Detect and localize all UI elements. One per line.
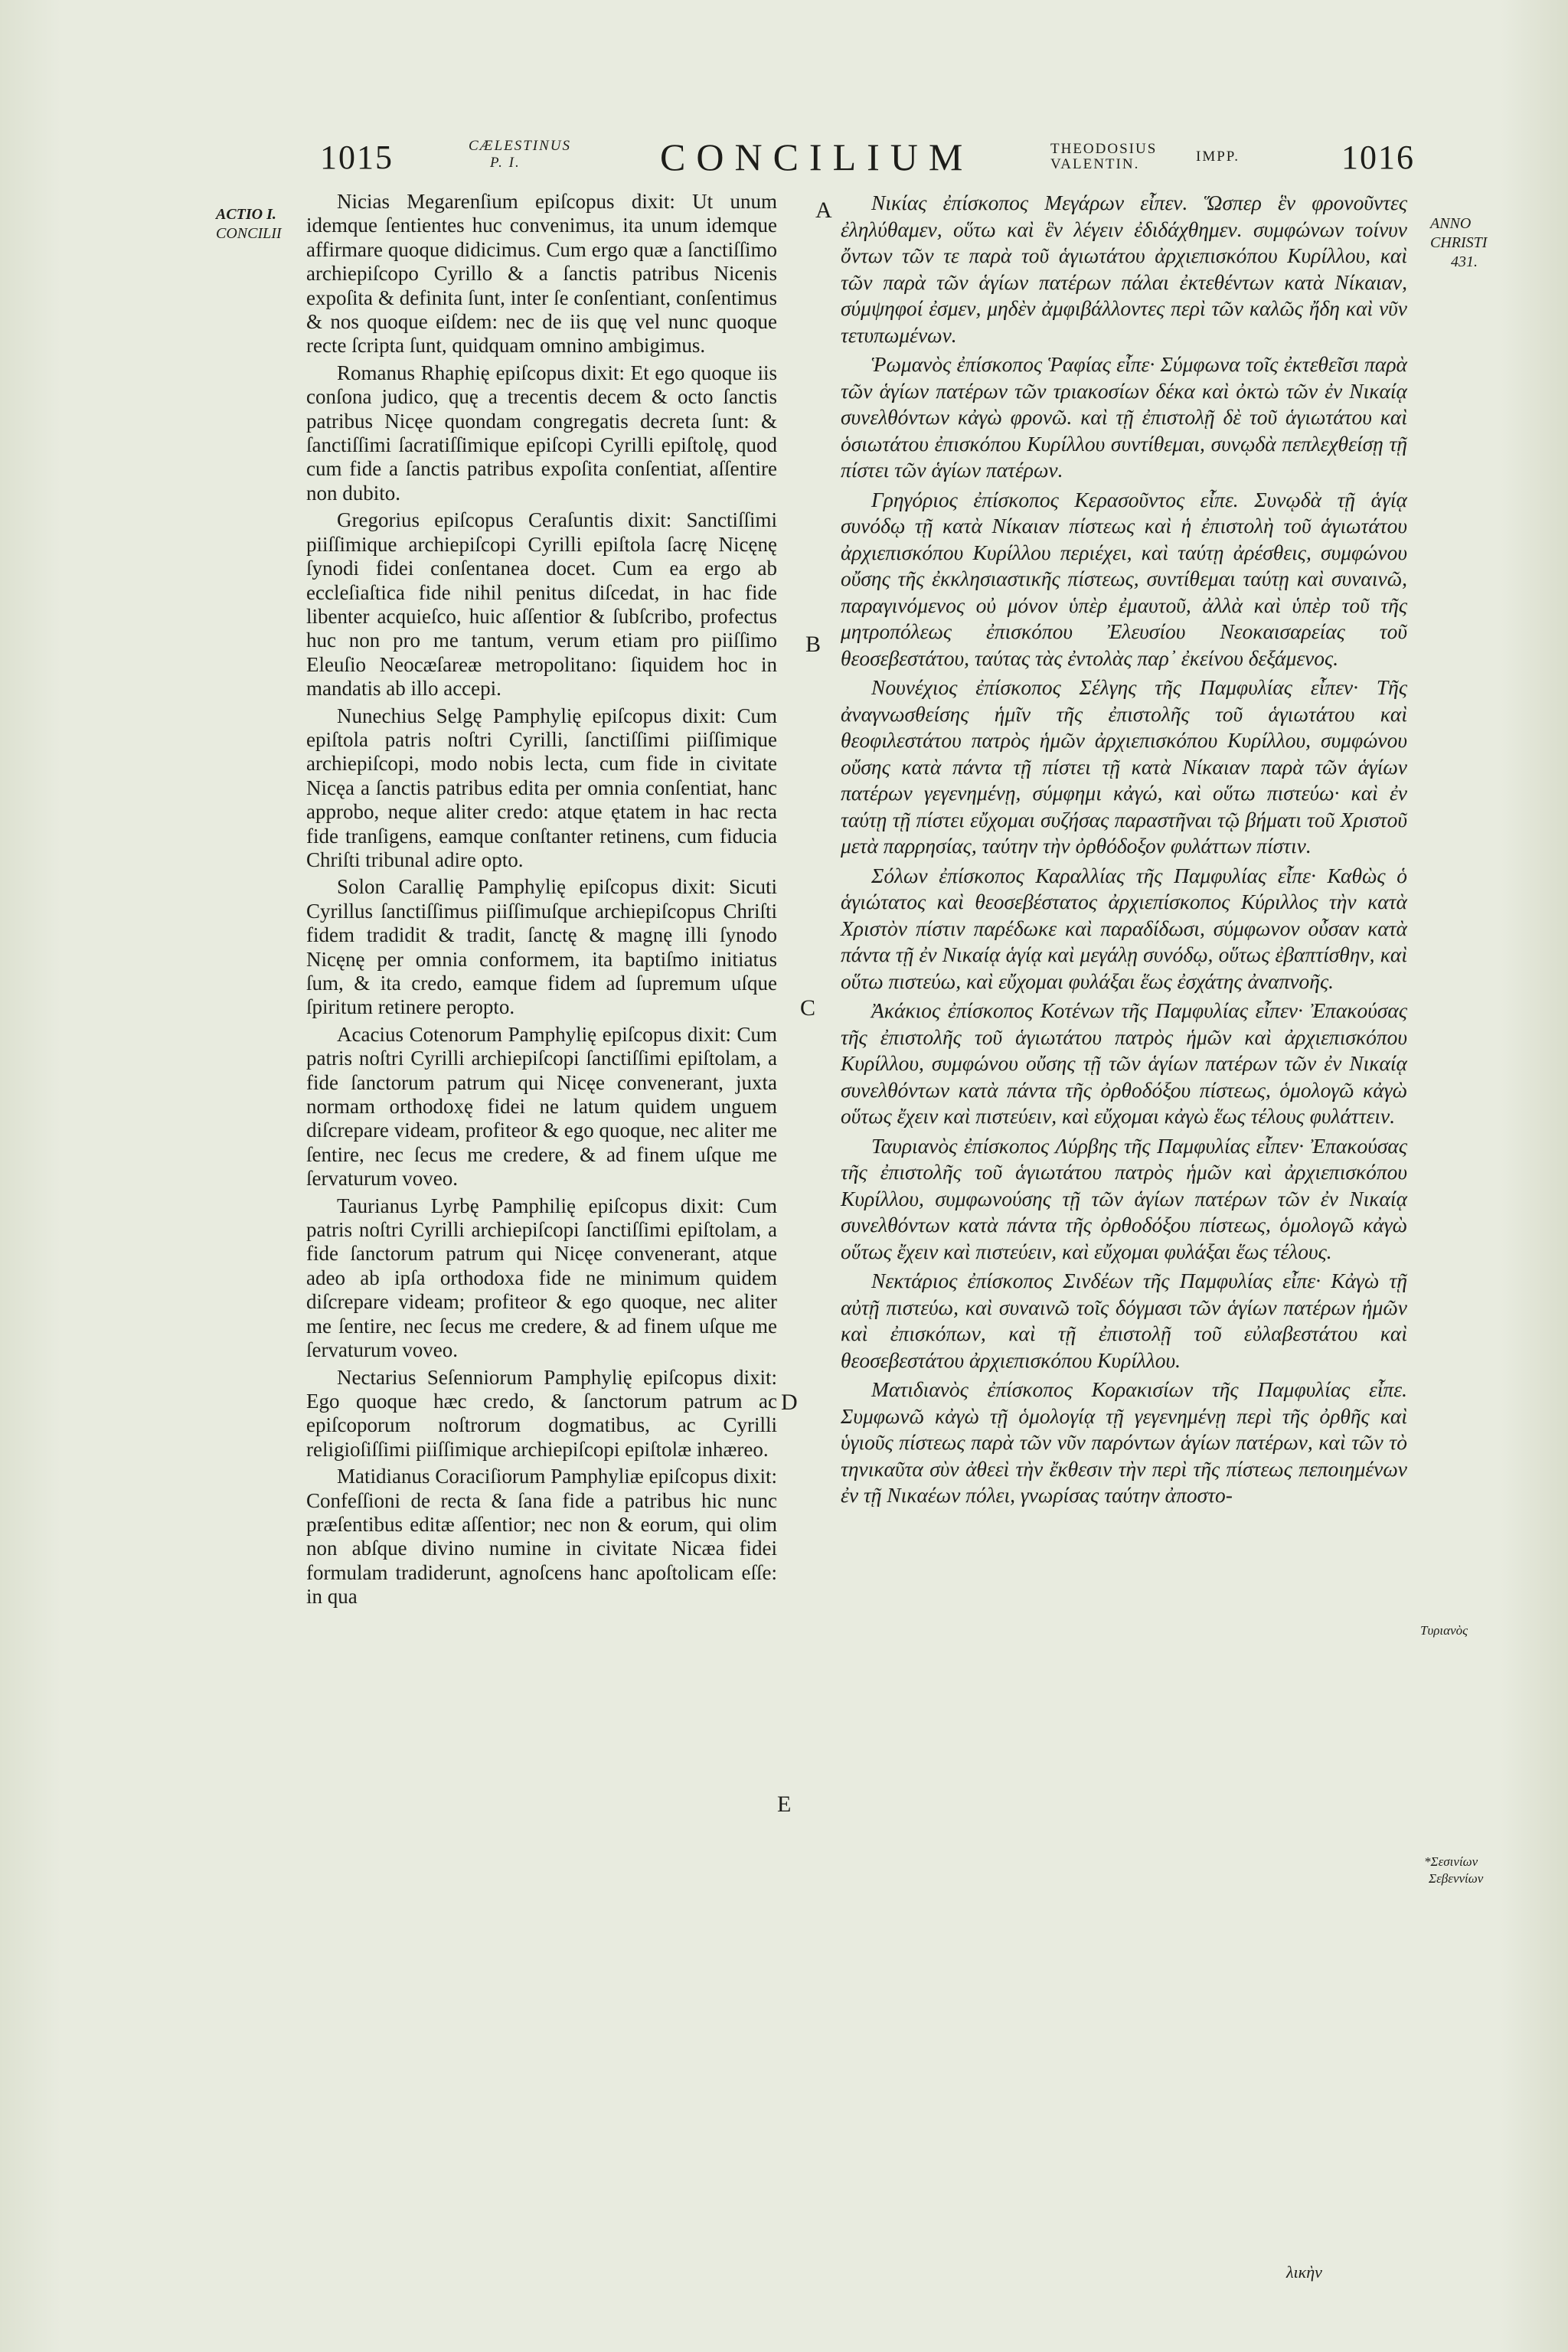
emperor-name-1: THEODOSIUS xyxy=(1050,141,1158,157)
latin-paragraph: Solon Carallię Pamphylię epiſcopus dixit: Sicuti Cyrillus ſanctiſſimus piiſſimuſque archiepiſcopus Chriſti fidem tradidit & tradit, ſanctę & magnę illi ſynodo Nicęnę per omnia conformem, ita baptiſmo initiatus ſum, & ita credo, eamque fidem ad ſupremum uſque ſpiritum retinere peropto. xyxy=(306,875,777,1019)
variant-note-2: *Σεσινίων xyxy=(1424,1854,1478,1869)
greek-paragraph: Νεκτάριος ἐπίσκοπος Σινδέων τῆς Παμφυλίας εἶπε· Κἀγὼ τῇ αὐτῇ πιστεύω, καὶ συναινῶ τοῖς δόγμασι τῶν ἁγίων πατέρων ἡμῶν καὶ ἐπισκόπων, καὶ τῇ ἐπιστολῇ τοῦ εὐλαβεστάτου καὶ θεοσεβεστάτου ἀρχιεπισκόπου Κυρίλλου. xyxy=(841,1269,1407,1372)
latin-column xyxy=(306,190,777,1612)
greek-paragraph: Ταυριανὸς ἐπίσκοπος Λύρβης τῆς Παμφυλίας εἶπεν· Ἐπακούσας τῆς ἐπιστολῆς τοῦ ἁγιωτάτου πατρὸς ἡμῶν καὶ ἀρχιεπισκόπου Κυρίλλου, συμφωνούσης τῇ τῶν ἁγίων πατέρων τῶν ἐν Νικαίᾳ συνελθόντων κατὰ πάντα τῆς ὀρθοδόξου πίστεως, ὁμολογῶ κἀγὼ οὕτως ἔχειν καὶ πιστεύειν, καὶ εὔχομαι φυλάξαι ἕως τέλους. xyxy=(841,1133,1407,1263)
margin-anno: ANNO xyxy=(1430,215,1472,232)
latin-paragraph: Romanus Rhaphię epiſcopus dixit: Et ego quoque iis conſona judico, quę a trecentis decem & octo ſanctis patribus Nicęe quondam congregatis decreta ſunt: & ſanctiſſimi ſacratiſſimique epiſcopi Cyrilli epiſtolę, quod cum fide a ſanctis patribus expoſita conſentiat, aſſentire non dubito. xyxy=(306,361,777,505)
section-letter-c: C xyxy=(800,995,816,1021)
imperatores-label: IMPP. xyxy=(1196,149,1240,165)
margin-christi: CHRISTI xyxy=(1430,234,1488,251)
greek-paragraph: Νουνέχιος ἐπίσκοπος Σέλγης τῆς Παμφυλίας εἶπεν· Τῆς ἀναγνωσθείσης ἡμῖν τῆς ἐπιστολῆς τοῦ ἁγιωτάτου καὶ θεοφιλεστάτου πατρὸς ἡμῶν ἀρχιεπισκόπου Κυρίλλου, συμφώνου οὔσης κατὰ πάντα τῇ πίστει τῇ κατὰ Νίκαιαν παρὰ τῶν ἁγίων πατέρων γεγενημένῃ, σύμφημι κἀγώ, καὶ οὕτω πιστεύω· καὶ ἐν ταύτῃ τῇ πίστει εὔχομαι συζήσας παραστῆναι τῷ βήματι τοῦ Χριστοῦ μετὰ παρρησίας, ταύτην τὴν ὀρθόδοξον φυλάττων πίστιν. xyxy=(841,675,1407,858)
greek-paragraph: Νικίας ἐπίσκοπος Μεγάρων εἶπεν. Ὥσπερ ἓν φρονοῦντες ἐληλύθαμεν, οὕτω καὶ ἓν λέγειν ἐδιδάχθημεν. συμφώνων τοίνυν ὄντων τῶν τε παρὰ τοῦ ἁγιωτάτου ἀρχιεπισκόπου Κυρίλλου, καὶ τῶν παρὰ τῶν ἁγίων πατέρων πάλαι ἐκτεθέντων κατὰ Νίκαιαν, σύμψηφοί ἐσμεν, μηδὲν ἀμφιβάλλοντες περὶ τῶν καλῶς ἤδη καὶ νῦν τετυπωμένων. xyxy=(841,191,1407,347)
latin-paragraph: Nunechius Selgę Pamphylię epiſcopus dixit: Cum epiſtola patris noſtri Cyrilli, ſanctiſſimi piiſſimique archiepiſcopi, modo nobis lecta, cum fide in civitate Nicęa a ſanctis patribus edita per omnia conſentiat, hanc approbo, neque aliter credo: atque ętatem in hac recta fide tranſigens, eamque conſtanter retinens, cum fiducia Chriſti tribunal adire opto. xyxy=(306,704,777,871)
greek-paragraph: Σόλων ἐπίσκοπος Καραλλίας τῆς Παμφυλίας εἶπε· Καθὼς ὁ ἁγιώτατος καὶ θεοσεβέστατος ἀρχιεπίσκοπος Κύριλλος τὴν κατὰ Χριστὸν πίστιν παρέδωκε καὶ παραδίδωσι, σύμφωνον οὖσαν κατὰ πάντα τῇ ἐν Νικαίᾳ ἁγίᾳ καὶ μεγάλῃ συνόδῳ, οὕτως ἐβαπτίσθην, καὶ οὕτω πιστεύω, καὶ εὔχομαι φυλάξαι ἕως ἐσχάτης ἀναπνοῆς. xyxy=(841,863,1407,993)
latin-paragraph: Nicias Megarenſium epiſcopus dixit: Ut unum idemque ſentientes huc convenimus, ita unum idemque affirmare quoque didicimus. Cum ergo quæ a ſanctiſſimo archiepiſcopo Cyrillo & a ſanctis patribus Nicenis expoſita & definita ſunt, inter ſe conſentiant, conſentimus & nos quoque eiſdem: nec de iis quę vel nunc quoque recte ſcripta ſunt, quidquam omnino ambigimus. xyxy=(306,190,777,358)
section-letter-d: D xyxy=(781,1390,798,1415)
latin-paragraph: Acacius Cotenorum Pamphylię epiſcopus dixit: Cum patris noſtri Cyrilli archiepiſcopi ſanctiſſimi epiſtolam, a fide ſanctorum patrum qui Nicęe convenerant, juxta normam orthodoxę fidei ne latum quidem unguem diſcrepare videam, profiteor & ego quoque, nec aliter me ſentire, nec ſecus me credere, & ad finem uſque me ſervaturum voveo. xyxy=(306,1022,777,1191)
section-letter-b: B xyxy=(805,632,822,657)
page-title: CONCILIUM xyxy=(660,136,974,178)
margin-actio: ACTIO I. xyxy=(216,206,276,223)
catchword: λικὴν xyxy=(1286,2262,1322,2282)
running-header xyxy=(0,138,1568,191)
emperor-name-2: VALENTIN. xyxy=(1050,156,1140,172)
variant-note-1: Τυριανὸς xyxy=(1420,1623,1468,1638)
pope-number: P. I. xyxy=(490,155,521,171)
greek-paragraph: Γρηγόριος ἐπίσκοπος Κερασοῦντος εἶπε. Συνῳδὰ τῇ ἁγίᾳ συνόδῳ τῇ κατὰ Νίκαιαν πίστεως καὶ ἡ ἐπιστολὴ τοῦ ἁγιωτάτου ἀρχιεπισκόπου Κυρίλλου περιέχει, καὶ ταύτῃ ἀρέσθεις, συμφώνου οὔσης τῆς ἐκκλησιαστικῆς πίστεως, συντίθεμαι ταύτῃ καὶ συναινῶ, παραγινόμενος οὐ μόνον ὑπὲρ ἐμαυτοῦ, ἀλλὰ καὶ ὑπὲρ τοῦ τῆς μητροπόλεως ἐπισκόπου Ἐλευσίου Νεοκαισαρείας τοῦ θεοσεβεστάτου, ταύτας τὰς ἐντολὰς παρ᾽ ἐκείνου δεξάμενος. xyxy=(841,487,1407,670)
page-number-right: 1016 xyxy=(1341,139,1415,176)
greek-column xyxy=(841,190,1407,1512)
page-number-left: 1015 xyxy=(320,139,394,176)
greek-paragraph: Ῥωμανὸς ἐπίσκοπος Ῥαφίας εἶπε· Σύμφωνα τοῖς ἐκτεθεῖσι παρὰ τῶν ἁγίων πατέρων τῶν τριακοσίων δέκα καὶ ὀκτὼ τῶν ἐν Νικαίᾳ συνελθόντων κἀγὼ φρονῶ. καὶ τῇ ἐπιστολῇ δὲ τοῦ ἁγιωτάτου καὶ ὁσιωτάτου ἐπισκόπου Κυρίλλου συντίθεμαι, συνῳδὰ πεπλεχθείσῃ τῇ πίστει τῶν ἁγίων πατέρων. xyxy=(841,352,1407,482)
section-letter-e: E xyxy=(777,1792,792,1817)
latin-paragraph: Gregorius epiſcopus Ceraſuntis dixit: Sanctiſſimi piiſſimique archiepiſcopi Cyrilli epiſtola ſacrę Nicęnę ſynodi fidei conſentanea docet. Cum ea ergo ab eccleſiaſtica fide nihil penitus diſcedat, in hac fide libenter acquieſco, huic aſſentior & ſubſcribo, profectus huc non pro me tantum, verum etiam pro piiſſimo Eleuſio Neocæſareæ metropolitano: ſiquidem hoc in mandatis ab illo accepi. xyxy=(306,508,777,701)
margin-concilii: CONCILII xyxy=(216,225,282,242)
variant-note-3: Σεβεννίων xyxy=(1429,1871,1484,1886)
greek-paragraph: Ματιδιανὸς ἐπίσκοπος Κορακισίων τῆς Παμφυλίας εἶπε. Συμφωνῶ κἀγὼ τῇ ὁμολογίᾳ τῇ γεγενημένῃ περὶ τῆς ὀρθῆς καὶ ὑγιοῦς πίστεως παρὰ τῶν νῦν παρόντων ἁγίων πατέρων, καὶ τῶν τὸ τηνικαῦτα σὺν ἀθεεὶ τὴν ἔκθεσιν τὴν περὶ τῆς πίστεως πεποιημένων ἐν τῇ Νικαέων πόλει, γνωρίσας ταύτην ἀποστο- xyxy=(841,1377,1407,1507)
latin-paragraph: Matidianus Coraciſiorum Pamphyliæ epiſcopus dixit: Confeſſioni de recta & ſana fide a patribus hic nunc præſentibus editæ aſſentior; nec non & eorum, qui olim non abſque divino numine in civitate Nicæa fidei formulam tradiderunt, agnoſcens hanc apoſtolicam eſſe: in qua xyxy=(306,1465,777,1609)
greek-paragraph: Ἀκάκιος ἐπίσκοπος Κοτένων τῆς Παμφυλίας εἶπεν· Ἐπακούσας τῆς ἐπιστολῆς τοῦ ἁγιωτάτου πατρὸς ἡμῶν καὶ ἀρχιεπισκόπου Κυρίλλου, συμφώνου οὔσης τῇ τῶν ἁγίων πατέρων τῶν ἐν Νικαίᾳ συνελθόντων κατὰ πάντα τῆς ὀρθοδόξου πίστεως, ὁμολογῶ κἀγὼ οὕτως ἔχειν καὶ πιστεύειν, καὶ εὔχομαι κἀγὼ ἕως τέλους φυλάττειν. xyxy=(841,998,1407,1128)
pope-name: CÆLESTINUS xyxy=(469,138,572,154)
margin-year: 431. xyxy=(1451,253,1478,270)
section-letter-a: A xyxy=(815,198,832,223)
latin-paragraph: Nectarius Seſenniorum Pamphylię epiſcopus dixit: Ego quoque hæc credo, & ſanctorum patrum ac epiſcoporum noſtrorum dogmatibus, ac Cyrilli religioſiſſimi piiſſimique archiepiſcopi epiſtolæ inhæreo. xyxy=(306,1365,777,1461)
latin-paragraph: Taurianus Lyrbę Pamphilię epiſcopus dixit: Cum patris noſtri Cyrilli archiepiſcopi ſanctiſſimi epiſtolam, a fide ſanctorum patrum qui Nicęe convenerant, atque adeo ab ipſa orthodoxa fide ne minimum quidem diſcrepare videam; profiteor & ego quoque, nec aliter me ſentire, nec ſecus me credere, & ad finem uſque me ſervaturum voveo. xyxy=(306,1194,777,1362)
